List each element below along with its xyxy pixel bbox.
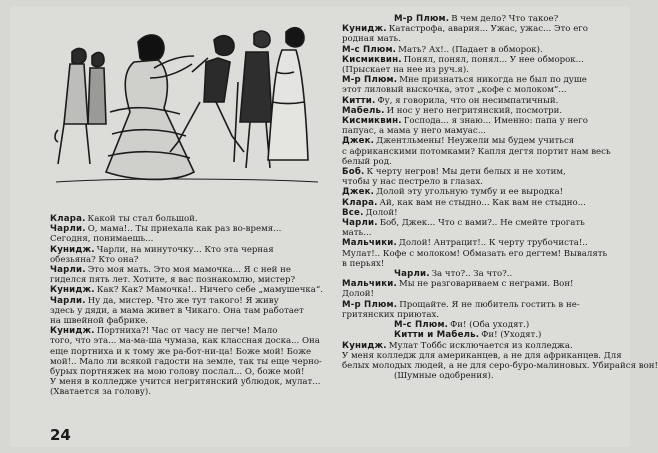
line-text: Фу, я говорила, что он несимпатичный. [377,95,559,106]
text-line [342,198,620,208]
scene-illustration [50,12,322,192]
text-line [342,136,620,146]
text-line [342,157,620,167]
line-text: здесь у дяди, а мама живет в Чикаго. Она там работает [50,305,304,316]
speaker-name: Чарли. [50,295,86,306]
line-text: гритянских приютах. [342,309,440,320]
text-line [342,34,620,44]
text-line [50,224,328,234]
text-line [342,45,620,55]
line-text: белый род. [342,156,392,167]
speaker-name: Китти. [342,95,376,106]
speaker-name: Мальчики. [342,238,397,249]
right-text-column [342,14,658,382]
text-line [50,326,328,336]
text-line [50,367,328,377]
line-text: У меня в колледже учится негритянский ублюдок, мулат... [50,377,321,388]
line-text: Это моя мать. Это моя мамочка... Я с ней не [87,265,291,276]
line-text: Мулат!.. Кофе с молоком! Обмазать его дегтем! Вывалять [342,248,608,259]
text-line [50,316,328,326]
line-text: Сегодня, понимаешь... [50,234,154,245]
line-text: За что?.. За что?.. [431,269,513,280]
line-text: того, что эта... ма-ма-ша чумаза, как классная доска... Она [50,336,320,347]
text-line [342,351,620,361]
line-text: Ай, как вам не стыдно... Как вам не стыдно... [379,197,586,208]
speaker-name: Китти и Мабель. [394,330,480,341]
text-line [342,238,620,248]
line-text: бурых портняжек на мою голову послал... О, боже мой! [50,367,305,378]
text-line [50,234,328,244]
text-line [50,265,328,275]
text-line [342,300,620,310]
line-text: Как? Как? Мамочка!.. Ничего себе „мамушечка“. [96,285,323,296]
line-text: Мы не разговариваем с неграми. Вон! [398,279,574,290]
speaker-name: Кисмиквин. [342,116,402,127]
line-text: мать... [342,228,372,239]
text-line [342,116,620,126]
speaker-name: Кунидж. [342,340,387,351]
page-number: 24 [50,426,71,444]
text-line [342,341,620,351]
speaker-name: Чарли. [50,224,86,235]
line-text: (Шумные одобрения). [394,371,494,382]
line-text: Джентльмены! Неужели мы будем учиться [376,136,575,147]
speaker-name: М-р Плюм. [342,75,398,86]
line-text: Боб, Джек... Что с вами?.. Не смейте трогать [379,218,585,229]
text-line [50,255,328,265]
line-text: с африканскими потомками? Капля дегтя портит нам весь [342,146,611,157]
text-line [50,296,328,306]
text-line [342,249,620,259]
line-text: родная мать. [342,34,401,45]
text-line [342,371,620,381]
text-line [50,377,328,387]
line-text: Мне признаться никогда не был по душе [399,75,587,86]
speaker-name: Чарли. [342,218,378,229]
text-line [50,347,328,357]
text-line [50,336,328,346]
speaker-name: Боб. [342,167,365,178]
line-text: В чем дело? Что такое? [451,14,559,24]
line-text: Долой! Антрацит!.. К черту трубочиста!.. [398,238,588,249]
speaker-name: Кунидж. [50,285,95,296]
line-text: У меня колледж для американцев, а не для африканцев. Для [342,350,622,361]
text-line [342,14,620,24]
text-line [342,177,620,187]
speaker-name: Кунидж. [50,244,95,255]
line-text: этот лиловый выскочка, этот „кофе с молоком“... [342,85,567,96]
line-text: чтобы у нас пестрело в глазах. [342,177,483,188]
line-text: гиделся пять лет. Хотите, я вас познакомлю, мистер? [50,275,296,286]
line-text: Фи! (Оба уходят.) [450,320,530,331]
line-text: обезьяна? Кто она? [50,254,139,265]
text-line [342,147,620,157]
speaker-name: Мальчики. [342,279,397,290]
speaker-name: Клара. [342,197,378,208]
line-text: Долой эту угольную тумбу и ее выродка! [376,187,564,198]
speaker-name: М-р Плюм. [394,14,450,24]
text-line [50,245,328,255]
line-text: О, мама!.. Ты приехала как раз во-время... [87,224,282,235]
line-text: Господа... я знаю... Именно: папа у него [403,116,588,127]
line-text: Чарли, на минуточку... Кто эта черная [96,244,274,255]
text-line [342,360,658,371]
line-text: мой!.. Мало ли всякой гадости на земле, так ты еще черно- [50,356,322,367]
speaker-name: Мабель. [342,105,385,116]
speaker-name: Джек. [342,187,375,198]
speaker-name: Чарли. [50,265,86,276]
line-text: К черту негров! Мы дети белых и не хотим, [366,167,566,178]
speaker-name: Чарли. [394,269,430,280]
line-text: Фи! (Уходят.) [481,330,542,341]
line-text: (Прыскает на нее из руч.я). [342,65,469,76]
text-line [342,310,620,320]
line-text: Мать? Ах!.. (Падает в обморок). [398,44,543,55]
text-line [50,214,328,224]
line-text: И нос у него негритянский, посмотри. [386,105,563,116]
line-text: (Хватается за голову). [50,387,151,398]
text-line [342,126,620,136]
text-line [342,228,620,238]
line-text: Какой ты стал большой. [87,214,198,224]
line-text: папуас, а мама у него мамуас... [342,126,486,137]
text-line [342,24,620,34]
line-text: Ну да, мистер. Что же тут такого! Я живу [87,295,279,306]
text-line [342,187,620,197]
line-text: белых молодых людей, а не для серо-буро-малиновых. Убирайся вон! [342,360,658,371]
line-text: Понял, понял, понял... У нее обморок... [403,54,584,65]
text-line [342,218,620,228]
text-line [342,96,620,106]
book-page [10,6,658,447]
line-text: Долой! [342,289,374,300]
speaker-name: М-с Плюм. [342,44,397,55]
speaker-name: Джек. [342,136,375,147]
line-text: Мулат Тоббс исключается из колледжа. [388,340,573,351]
text-line [342,269,620,279]
text-line [342,75,620,85]
speaker-name: Кунидж. [50,326,95,337]
speaker-name: М-р Плюм. [342,299,398,310]
speaker-name: М-с Плюм. [394,320,449,331]
left-text-column [50,214,328,398]
line-text: Катастрофа, авария... Ужас, ужас... Это его [388,24,588,35]
speaker-name: Кунидж. [342,24,387,35]
line-text: еще портниха и к тому же ра-бот-ни-ца! Боже мой! Боже [50,346,312,357]
text-line [342,106,620,116]
text-line [342,55,620,65]
text-line [342,65,620,75]
text-line [342,85,620,95]
line-text: Долой! [365,207,398,218]
line-text: в перьях! [342,258,385,269]
line-text: на швейной фабрике. [50,316,149,327]
text-line [342,167,620,177]
text-line [50,275,328,285]
text-line [342,330,620,340]
text-line [342,259,620,269]
speaker-name: Все. [342,207,364,218]
text-line [342,320,620,330]
text-line [50,306,328,316]
line-text: Портниха?! Час от часу не легче! Мало [96,326,278,337]
text-line [50,387,328,397]
speaker-name: Клара. [50,214,86,224]
text-line [50,285,328,295]
text-line [50,357,328,367]
text-line [342,289,620,299]
text-line [342,279,620,289]
speaker-name: Кисмиквин. [342,54,402,65]
line-text: Прощайте. Я не любитель гостить в не- [399,299,580,310]
text-line [342,208,620,218]
